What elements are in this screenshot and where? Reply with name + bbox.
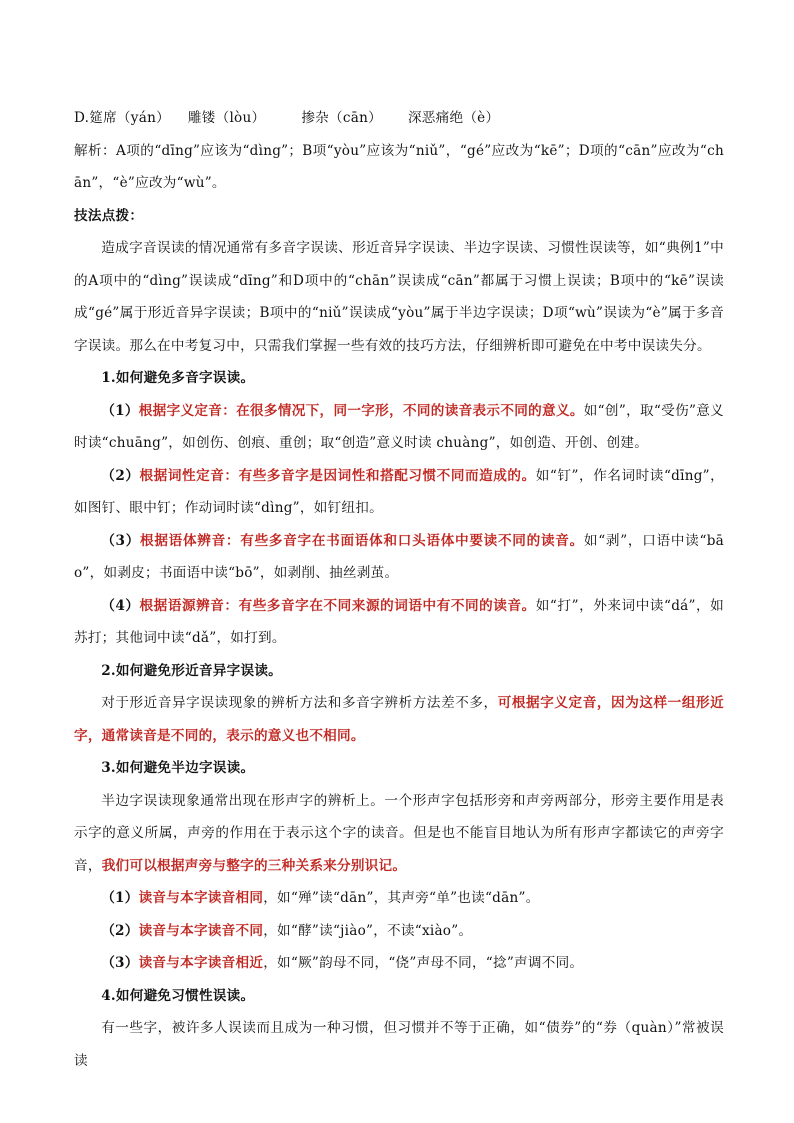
item-explanation: 如“剥”，口语中读“bāo”，如剥皮；书面语中读“bō”，如剥削、抽丝剥茧。: [74, 532, 724, 581]
item-explanation: ，如“厥”韵母不同，“侥”声母不同，“捻”声调不同。: [263, 955, 584, 971]
item-key-rule: 根据语源辨音：有些多音字在不同来源的词语中有不同的读音。: [139, 597, 536, 614]
paragraph-text: 对于形近音异字误读现象的辨析方法和多音字辨析方法差不多，: [101, 695, 498, 711]
paragraph-key-text: 可根据字义定音，因为这样一组形近字，通常读音是不同的，表示的意义也不相同。: [74, 695, 725, 744]
s1-item-2: [74, 460, 724, 525]
s1-item-3: [74, 525, 724, 590]
section-1-heading: 1.如何避免多音字误读。: [101, 370, 255, 386]
s3-item-1: [74, 882, 724, 915]
item-explanation: 如“打”，外来词中读“dá”，如苏打；其他词中读“dǎ”，如打到。: [74, 597, 725, 646]
section-3-paragraph: [74, 785, 724, 883]
section-2-paragraph: [74, 687, 724, 752]
section-2-heading: 2.如何避免形近音异字误读。: [101, 662, 283, 679]
item-explanation: ，如“酵”读“jiào”，不读“xiào”。: [263, 922, 473, 939]
item-key-rule: 根据语体辨音：有些多音字在书面语体和口头语体中要读不同的读音。: [140, 532, 584, 549]
item-key-rule: 读音与本字读音相同: [138, 890, 264, 906]
option-d-label: D.: [74, 110, 90, 126]
item-number: （3）: [101, 532, 141, 549]
item-explanation: 如“创”，取“受伤”意义时读“chuāng”，如创伤、创痕、重创；取“创造”意义时读 chuàng”，如创造、开创、创建。: [74, 402, 724, 451]
paragraph-text: 半边字误读现象通常出现在形声字的辨析上。一个形声字包括形旁和声旁两部分，形旁主要作用是表示字的意义所属，声旁的作用在于表示这个字的读音。但是也不能盲目地认为所有形声字都读它的声旁字音，: [74, 792, 724, 874]
tips-heading: 技法点拨：: [74, 207, 144, 224]
section-4-heading: 4.如何避免习惯性误读。: [101, 987, 255, 1004]
s1-item-4: [74, 590, 724, 655]
paragraph-key-text: 我们可以根据声旁与整字的三种关系来分别识记。: [101, 857, 407, 874]
item-explanation: ，如“殚”读“dān”，其声旁“单”也读“dān”。: [263, 890, 540, 906]
option-d-word-2: 雕镂（lòu）: [187, 110, 266, 126]
section-4-paragraph: 有一些字，被许多人误读而且成为一种习惯，但习惯并不等于正确，如“债券”的“券（quàn）”常被误读: [74, 1020, 724, 1069]
option-d-line: [74, 102, 724, 135]
item-number: （2）: [101, 467, 140, 484]
intro-paragraph: 造成字音误读的情况通常有多音字误读、形近音异字误读、半边字误读、习惯性误读等，如“典例1”中的A项中的“dìng”误读成“dīng”和D项中的“chān”误读成“cān”都属于习惯上误读；B项中的“kē”误读成“gé”属于形近音异字误读；B项中的“niǔ”误读成“yòu”属于半边字误读；D项“wù”误读为“è”属于多音字误读。那么在中考复习中，只需我们掌握一些有效的技巧方法，仔细辨析即可避免在中考中误读失分。: [74, 240, 724, 354]
item-key-rule: 读音与本字读音相近: [138, 955, 264, 971]
item-number: （2）: [101, 922, 139, 939]
item-key-rule: 根据字义定音：在很多情况下，同一字形，不同的读音表示不同的意义。: [138, 402, 584, 419]
option-d-word-1: 筵席（yán）: [89, 110, 170, 126]
item-explanation: 如“钉”，作名词时读“dīng”，如图钉、眼中钉；作动词时读“dìng”，如钉纽扣。: [74, 467, 725, 516]
item-key-rule: 读音与本字读音不同: [138, 922, 264, 939]
item-key-rule: 根据词性定音：有些多音字是因词性和搭配习惯不同而造成的。: [139, 467, 536, 484]
section-3-heading: 3.如何避免半边字误读。: [101, 760, 255, 776]
option-d-word-3: 掺杂（cān）: [301, 110, 382, 126]
item-number: （1）: [101, 890, 139, 906]
option-d-word-4: 深恶痛绝（è）: [407, 110, 500, 126]
s3-item-3: [74, 947, 724, 980]
analysis-paragraph: 解析：A项的“dīng”应该为“dìng”；B项“yòu”应该为“niǔ”，“gé”应改为“kē”；D项的“cān”应改为“chān”，“è”应改为“wù”。: [74, 142, 724, 191]
s3-item-2: [74, 915, 724, 948]
item-number: （1）: [101, 402, 139, 419]
item-number: （3）: [101, 955, 139, 971]
s1-item-1: [74, 395, 724, 460]
item-number: （4）: [101, 597, 140, 614]
